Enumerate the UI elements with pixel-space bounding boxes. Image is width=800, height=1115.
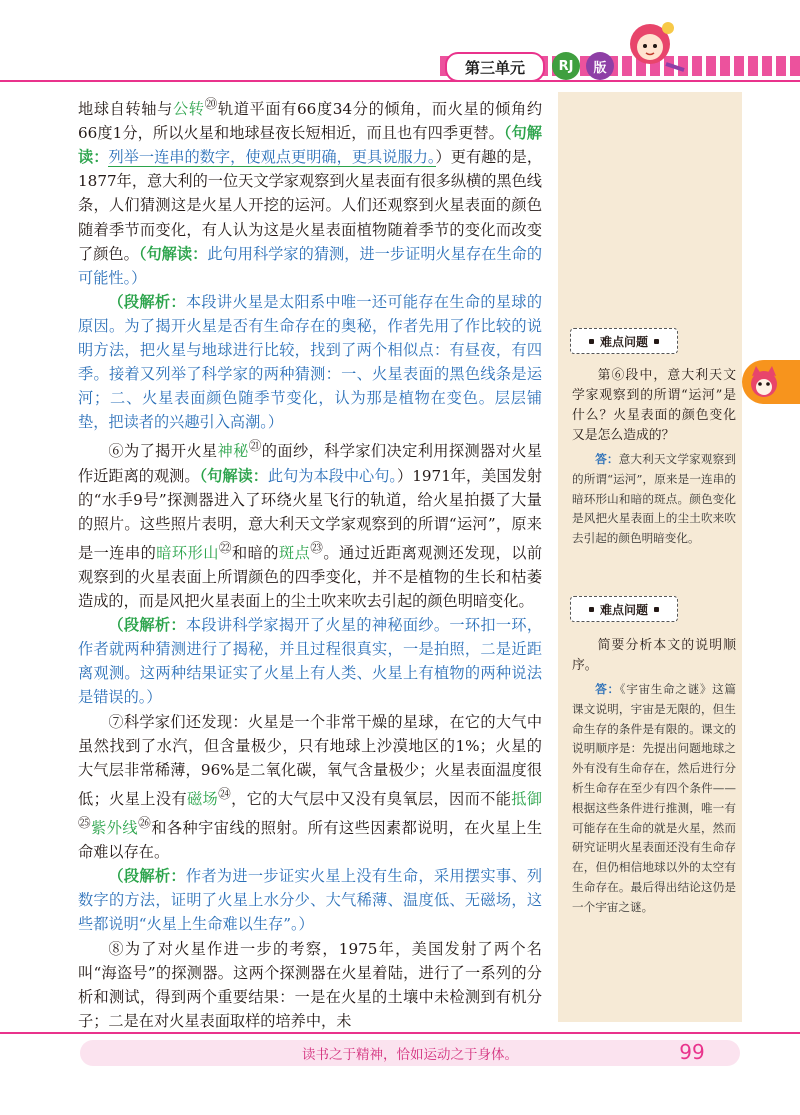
bullet-icon (654, 607, 659, 612)
footer-divider (0, 1032, 800, 1034)
keyword-ziwaixian: 紫外线 (91, 819, 139, 838)
question-text: 简要分析本文的说明顺序。 (572, 638, 736, 673)
footer-motto: 读书之于精神，恰如运动之于身体。 (302, 1047, 518, 1063)
paragraph-8: ⑧为了对火星作进一步的考察，1975年，美国发射了两个名叫“海盗号”的探测器。这两个探测器在火星着陆，进行了一系列的分析和测试，得到两个重要结果：一是在火星的土壤中未检测到有机分子；二是在对火星表面取样的培养中，未 (78, 939, 542, 1030)
difficulty-question-2 (572, 636, 736, 676)
difficulty-box-title-1 (570, 328, 678, 354)
keyword-bandian: 斑点 (278, 543, 311, 562)
answer-text: 《宇宙生命之谜》这篇课文说明，宇宙是无限的，但生命生存的条件是有限的。课文的说明顺序是：先提出问题地球之外有没有生命存在，然后进行分析生命存在至少有四个条件——根据这些条件进行推测，唯一有可能存在生命的就是火星，然而研究证明火星表面还没有生命存在，但仍相信地球以外的太空有生命存在。最后得出结论这仍是一个宇宙之谜。 (572, 682, 736, 914)
keyword-diyu: 抵御 (511, 789, 543, 808)
text-run: 和暗的 (232, 543, 279, 562)
girl-mascot-icon (618, 14, 688, 76)
answer-text: 意大利天文学家观察到的所谓“运河”，原来是一连串的暗环形山和暗的斑点。颜色变化是风把火星表面上的尘土吹来吹去引起的颜色明暗变化。 (572, 452, 736, 546)
question-text: 第⑥段中，意大利天文学家观察到的所谓“运河”是什么？火星表面的颜色变化又是怎么造成的？ (572, 368, 736, 443)
box-title-text: 难点问题 (599, 334, 648, 349)
note-label: （句解读： (78, 124, 542, 167)
note-label: （句解读： (199, 466, 268, 485)
keyword-anhuanxingshan: 暗环形山 (156, 543, 219, 562)
fox-mascot-icon (746, 364, 782, 400)
text-run: 。通过近距离观测还发现，以前观察到的火星表面上所谓颜色的四季变化，并不是植物的生长和枯萎造成的，而是风把火星表面上的尘土吹来吹去引起的颜色明暗变化。 (78, 543, 543, 611)
text-run: ）更有趣的是，1877年，意大利的一位天文学家观察到火星表面有很多纵横的黑色线条，人们猜测这是火星人开挖的运河。人们还观察到火星表面的颜色随着季节而变化，有人认为这是火星表面植物随着季节的变化而改变了颜色。 (78, 148, 543, 263)
paragraph-5-cont (78, 92, 542, 290)
header-divider (0, 80, 800, 82)
footnote-mark: ㉑ (248, 438, 262, 454)
text-run: 和各种宇宙线的照射。所有这些因素都说明，在火星上生命难以存在。 (78, 819, 543, 862)
sentence-note: 列举一连串的数字，使观点更明确，更具说服力。 (108, 148, 436, 167)
page-header (0, 0, 800, 82)
bullet-icon (589, 339, 594, 344)
footnote-mark: ⑳ (204, 96, 218, 111)
answer-label: 答： (595, 682, 620, 696)
paragraph-6 (78, 434, 542, 613)
footnote-mark: ㉕ (78, 814, 92, 830)
keyword-cichang: 磁场 (186, 789, 219, 808)
edition-badge: 版 (586, 52, 614, 80)
analysis-text: 本段讲科学家揭开了火星的神秘面纱。一环扣一环，作者就两种猜测进行了揭秘，并且过程很真实，一是拍照，二是近距离观测。这两种结果证实了火星上有人类、火星上有植物的两种说法是错误的。） (78, 616, 543, 707)
sentence-note: 此句用科学家的猜测，进一步证明火星存在生命的可能性。） (78, 244, 543, 287)
analysis-text: 本段讲火星是太阳系中唯一还可能存在生命的星球的原因。为了揭开火星是否有生命存在的奥秘，作者先用了作比较的说明方法，把火星与地球进行比较，找到了两个相似点：有昼夜，有四季。接着又列举了科学家的两种猜测：一、火星表面的黑色线条是运河；二、火星表面颜色随季节变化，认为那是植物在变色。层层铺垫，把读者的兴趣引入高潮。） (78, 292, 543, 432)
text-run: ⑦科学家们还发现：火星是一个非常干燥的星球，在它的大气中虽然找到了水汽，但含量极少，只有地球上沙漠地区的1%；火星的大气层非常稀薄，96%是二氧化碳，氧气含量极少；火星表面温度很低；火星上没有 (78, 712, 542, 808)
sentence-note: 此句为本段中心句。 (267, 466, 398, 485)
difficulty-question-1 (572, 366, 736, 446)
page-number: 99 (679, 1040, 705, 1064)
footnote-mark: ㉖ (138, 814, 152, 830)
keyword-shenmi: 神秘 (217, 442, 249, 461)
text-run: 地球自转轴与 (78, 100, 173, 119)
answer-label: 答： (595, 452, 619, 466)
analysis-label: （段解析： (108, 867, 186, 886)
paragraph-analysis-6 (78, 613, 542, 709)
text-run: ，它的大气层中又没有臭氧层，因而不能 (231, 789, 512, 808)
footnote-mark: ㉒ (218, 539, 232, 555)
text-run: 的面纱，科学家们决定利用探测器对火星作近距离的观测。 (78, 442, 543, 485)
paragraph-7 (78, 710, 542, 865)
paragraph-analysis-7 (78, 864, 542, 936)
difficulty-box-title-2 (570, 596, 678, 622)
rj-badge: RJ (552, 52, 580, 80)
unit-title: 第三单元 (445, 52, 545, 82)
analysis-label: （段解析： (108, 292, 186, 311)
main-text-column (78, 92, 542, 1033)
note-label: （句解读： (138, 244, 208, 263)
text-run: ）1971年，美国发射的“水手9号”探测器进入了环绕火星飞行的轨道，给火星拍摄了大量的照片。这些照片表明，意大利天文学家观察到的所谓“运河”，原来是一连串的 (78, 466, 543, 562)
box-title-text: 难点问题 (599, 602, 648, 617)
keyword-gongzhuan: 公转 (172, 100, 205, 119)
bullet-icon (589, 607, 594, 612)
bullet-icon (654, 339, 659, 344)
footnote-mark: ㉔ (218, 785, 232, 801)
difficulty-answer-1 (572, 450, 736, 549)
text-run: ⑥为了揭开火星 (108, 442, 218, 461)
analysis-text: 作者为进一步证实火星上没有生命，采用摆实事、列数字的方法，证明了火星上水分少、大气稀薄、温度低、无磁场，这些都说明“火星上生命难以生存”。） (78, 867, 543, 934)
text-run: 轨道平面有66度34分的倾角，而火星的倾角约66度1分，所以火星和地球昼夜长短相近，而且也有四季更替。 (78, 100, 543, 143)
difficulty-answer-2 (572, 680, 736, 918)
analysis-label: （段解析： (108, 616, 186, 635)
paragraph-analysis-5 (78, 290, 542, 435)
footnote-mark: ㉓ (310, 539, 324, 555)
